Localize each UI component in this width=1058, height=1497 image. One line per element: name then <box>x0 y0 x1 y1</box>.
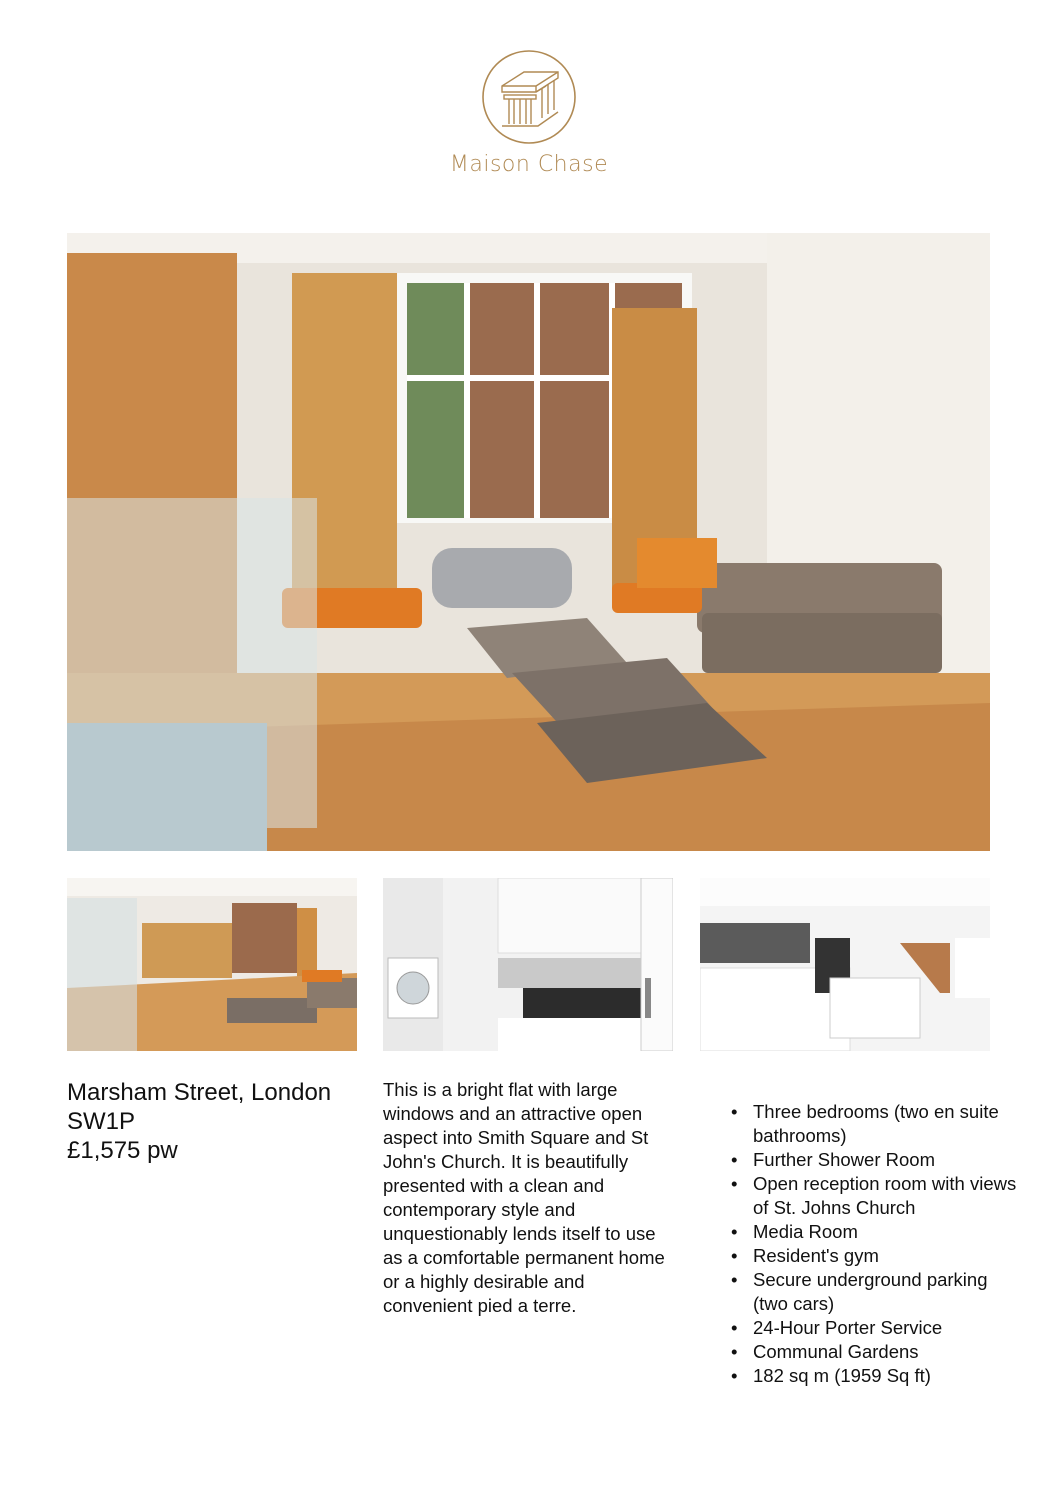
listing-summary <box>67 1078 367 1165</box>
thumbnail-utility <box>383 878 673 1051</box>
feature-item: • Further Shower Room <box>725 1148 1025 1172</box>
feature-item: • Three bedrooms (two en suite bathrooms) <box>725 1100 1025 1148</box>
feature-item: • Open reception room with views of St. Johns Church <box>725 1172 1025 1220</box>
address-postcode: SW1P <box>67 1108 136 1135</box>
features-list <box>725 1100 1025 1388</box>
feature-item: • Media Room <box>725 1220 1025 1244</box>
address-street: Marsham Street, London <box>67 1079 332 1106</box>
feature-item: • Communal Gardens <box>725 1340 1025 1364</box>
thumbnail-kitchen <box>700 878 990 1051</box>
thumbnail-living-room <box>67 878 357 1051</box>
feature-item: • 24-Hour Porter Service <box>725 1316 1025 1340</box>
property-description: This is a bright flat with large windows and an attractive open aspect into Smith Square and St John's Church. It is beautifully presented with a clean and contemporary style and unquestionably lends itself to use as a comfortable permanent home or a highly desirable and convenient pied a terre. <box>383 1079 665 1316</box>
price: £1,575 pw <box>67 1137 178 1164</box>
feature-item: • 182 sq m (1959 Sq ft) <box>725 1364 1025 1388</box>
feature-item: • Resident's gym <box>725 1244 1025 1268</box>
logo-emblem-icon <box>480 48 578 146</box>
brand-name: Maison Chase <box>449 152 609 177</box>
brand-logo <box>440 48 618 188</box>
feature-item: • Secure underground parking (two cars) <box>725 1268 1025 1316</box>
hero-photo <box>67 233 990 851</box>
